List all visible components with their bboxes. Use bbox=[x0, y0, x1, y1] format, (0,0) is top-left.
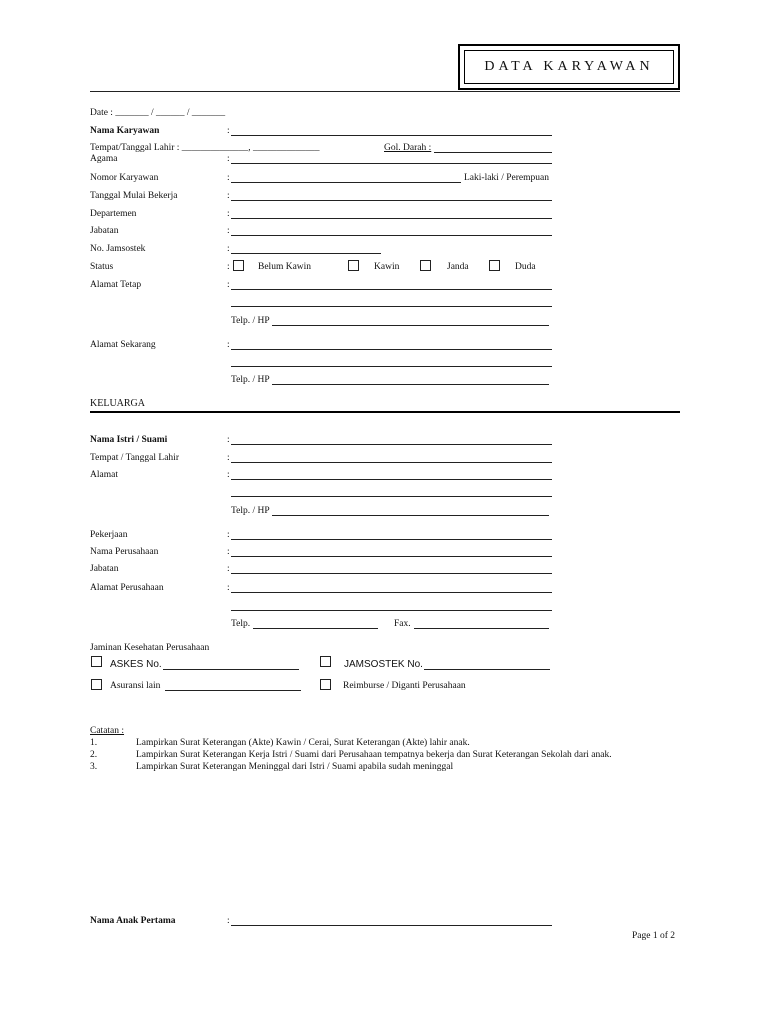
checkbox-belum-kawin[interactable] bbox=[233, 260, 244, 271]
input-alamat-pasangan-1[interactable] bbox=[231, 479, 552, 480]
label-jaminan-kesehatan: Jaminan Kesehatan Perusahaan bbox=[90, 643, 210, 653]
input-alamat-sekarang-2[interactable] bbox=[231, 366, 552, 367]
input-gol-darah[interactable] bbox=[434, 152, 552, 153]
input-fax[interactable] bbox=[414, 628, 549, 629]
catatan-num-1: 1. bbox=[90, 738, 98, 748]
colon: : bbox=[227, 547, 230, 557]
section-keluarga-title: KELUARGA bbox=[90, 398, 145, 409]
label-asuransi-lain: Asuransi lain bbox=[110, 681, 161, 691]
page-number: Page 1 of 2 bbox=[632, 931, 676, 941]
input-asuransi-lain[interactable] bbox=[165, 690, 301, 691]
checkbox-asuransi-lain[interactable] bbox=[91, 679, 102, 690]
colon: : bbox=[227, 191, 230, 201]
label-tempat-tgl-lahir-pasangan: Tempat / Tanggal Lahir bbox=[90, 453, 179, 463]
input-jamsostek[interactable] bbox=[231, 253, 381, 254]
label-fax: Fax. bbox=[394, 619, 411, 629]
colon: : bbox=[227, 453, 230, 463]
label-jamsostek: No. Jamsostek bbox=[90, 244, 146, 254]
label-status: Status bbox=[90, 262, 114, 272]
catatan-title: Catatan : bbox=[90, 726, 125, 736]
input-alamat-perusahaan-1[interactable] bbox=[231, 592, 552, 593]
input-jabatan[interactable] bbox=[231, 235, 552, 236]
label-alamat-tetap: Alamat Tetap bbox=[90, 280, 142, 290]
input-nama-karyawan[interactable] bbox=[231, 135, 552, 136]
input-jabatan-pasangan[interactable] bbox=[231, 573, 552, 574]
checkbox-jamsostek[interactable] bbox=[320, 656, 331, 667]
catatan-text-3: Lampirkan Surat Keterangan Meninggal dari Istri / Suami apabila sudah meninggal bbox=[136, 762, 454, 772]
label-pekerjaan: Pekerjaan bbox=[90, 530, 128, 540]
label-agama: Agama bbox=[90, 154, 118, 164]
label-jamsostek-no: JAMSOSTEK No. bbox=[344, 659, 423, 670]
input-nama-anak-pertama[interactable] bbox=[231, 925, 552, 926]
checkbox-askes[interactable] bbox=[91, 656, 102, 667]
colon: : bbox=[227, 226, 230, 236]
colon: : bbox=[227, 244, 230, 254]
input-askes[interactable] bbox=[163, 669, 299, 670]
colon: : bbox=[227, 262, 230, 272]
input-tempat-tgl-lahir-pasangan[interactable] bbox=[231, 462, 552, 463]
input-jamsostek-no[interactable] bbox=[424, 669, 550, 670]
status-option-duda: Duda bbox=[515, 262, 536, 272]
input-alamat-tetap-2[interactable] bbox=[231, 306, 552, 307]
label-askes: ASKES No. bbox=[110, 659, 162, 670]
colon: : bbox=[227, 435, 230, 445]
colon: : bbox=[227, 126, 230, 136]
colon: : bbox=[227, 340, 230, 350]
input-nomor-karyawan[interactable] bbox=[231, 182, 461, 183]
checkbox-reimburse[interactable] bbox=[320, 679, 331, 690]
colon: : bbox=[227, 583, 230, 593]
label-nama-perusahaan: Nama Perusahaan bbox=[90, 547, 159, 557]
label-nama-karyawan: Nama Karyawan bbox=[90, 126, 160, 136]
colon: : bbox=[227, 173, 230, 183]
input-telp-perusahaan[interactable] bbox=[253, 628, 378, 629]
label-nama-anak-pertama: Nama Anak Pertama bbox=[90, 916, 176, 926]
label-tempat-tgl-lahir[interactable]: Tempat/Tanggal Lahir : ______________, ______________ bbox=[90, 143, 320, 153]
status-option-kawin: Kawin bbox=[374, 262, 400, 272]
colon: : bbox=[227, 564, 230, 574]
colon: : bbox=[227, 916, 230, 926]
catatan-text-1: Lampirkan Surat Keterangan (Akte) Kawin / Cerai, Surat Keterangan (Akte) lahir anak. bbox=[136, 738, 470, 748]
label-jabatan: Jabatan bbox=[90, 226, 119, 236]
input-departemen[interactable] bbox=[231, 218, 552, 219]
catatan-text-2: Lampirkan Surat Keterangan Kerja Istri / Suami dari Perusahaan tempatnya bekerja dan Surat Keterangan Sekolah dari anak. bbox=[136, 750, 612, 760]
label-departemen: Departemen bbox=[90, 209, 137, 219]
label-alamat-perusahaan: Alamat Perusahaan bbox=[90, 583, 164, 593]
checkbox-duda[interactable] bbox=[489, 260, 500, 271]
section-divider bbox=[90, 411, 680, 413]
catatan-num-3: 3. bbox=[90, 762, 98, 772]
label-tanggal-mulai: Tanggal Mulai Bekerja bbox=[90, 191, 178, 201]
input-telp-hp-tetap[interactable] bbox=[272, 325, 549, 326]
label-nama-istri-suami: Nama Istri / Suami bbox=[90, 435, 168, 445]
gender-options[interactable]: Laki-laki / Perempuan bbox=[464, 173, 549, 183]
input-telp-hp-pasangan[interactable] bbox=[272, 515, 549, 516]
page-title: DATA KARYAWAN bbox=[484, 59, 654, 74]
input-nama-perusahaan[interactable] bbox=[231, 556, 552, 557]
date-field[interactable]: Date : _______ / ______ / _______ bbox=[90, 108, 226, 118]
colon: : bbox=[227, 154, 230, 164]
colon: : bbox=[227, 530, 230, 540]
label-reimburse: Reimburse / Diganti Perusahaan bbox=[343, 681, 466, 691]
header-rule bbox=[90, 91, 680, 92]
label-jabatan-pasangan: Jabatan bbox=[90, 564, 119, 574]
input-agama[interactable] bbox=[231, 163, 552, 164]
label-telp-hp: Telp. / HP bbox=[231, 316, 270, 326]
label-telp-hp: Telp. / HP bbox=[231, 506, 270, 516]
title-box bbox=[458, 44, 680, 90]
input-alamat-perusahaan-2[interactable] bbox=[231, 610, 552, 611]
status-option-janda: Janda bbox=[447, 262, 469, 272]
checkbox-janda[interactable] bbox=[420, 260, 431, 271]
input-nama-istri-suami[interactable] bbox=[231, 444, 552, 445]
status-option-belum-kawin: Belum Kawin bbox=[258, 262, 312, 272]
label-alamat-sekarang: Alamat Sekarang bbox=[90, 340, 156, 350]
input-alamat-pasangan-2[interactable] bbox=[231, 496, 552, 497]
label-alamat-pasangan: Alamat bbox=[90, 470, 118, 480]
input-alamat-sekarang-1[interactable] bbox=[231, 349, 552, 350]
input-alamat-tetap-1[interactable] bbox=[231, 289, 552, 290]
label-gol-darah: Gol. Darah : bbox=[384, 143, 432, 153]
colon: : bbox=[227, 209, 230, 219]
label-telp-perusahaan: Telp. bbox=[231, 619, 251, 629]
checkbox-kawin[interactable] bbox=[348, 260, 359, 271]
input-tanggal-mulai[interactable] bbox=[231, 200, 552, 201]
input-telp-hp-sekarang[interactable] bbox=[272, 384, 549, 385]
label-nomor-karyawan: Nomor Karyawan bbox=[90, 173, 159, 183]
colon: : bbox=[227, 470, 230, 480]
input-pekerjaan[interactable] bbox=[231, 539, 552, 540]
catatan-num-2: 2. bbox=[90, 750, 98, 760]
colon: : bbox=[227, 280, 230, 290]
label-telp-hp: Telp. / HP bbox=[231, 375, 270, 385]
